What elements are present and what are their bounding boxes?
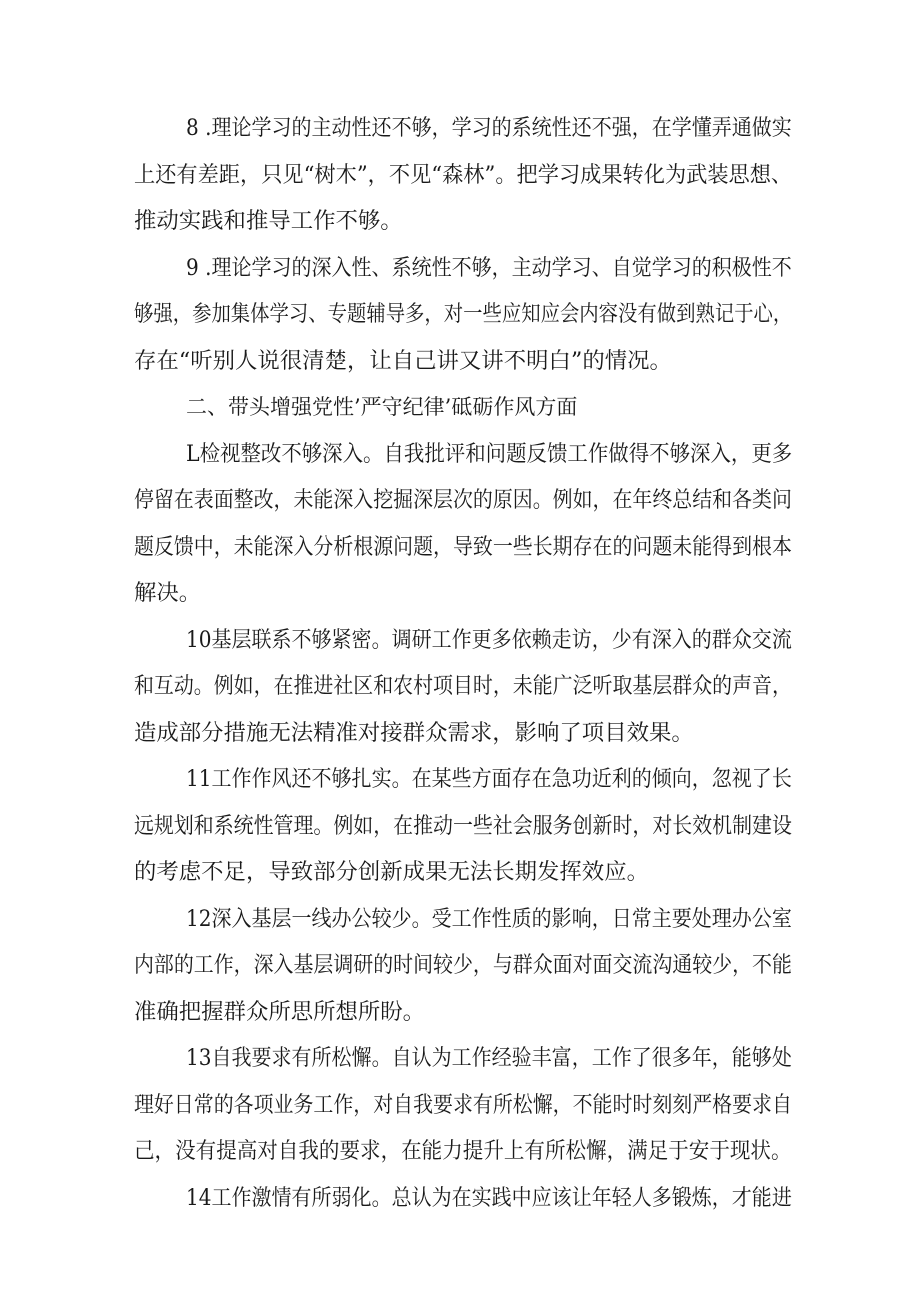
text-line: 解决。 bbox=[134, 580, 202, 606]
text-line: 内部的工作，深入基层调研的时间较少，与群众面对面交流沟通较少，不能 bbox=[134, 952, 792, 978]
text-line: 造成部分措施无法精准对接群众需求，影响了项目效果。 bbox=[134, 720, 694, 746]
text-line: 12深入基层一线办公较少。受工作性质的影响，日常主要处理办公室 bbox=[186, 906, 792, 932]
text-line: 远规划和系统性管理。例如，在推动一些社会服务创新时，对长效机制建设 bbox=[134, 813, 792, 839]
text-line: 己，没有提高对自我的要求，在能力提升上有所松懈，满足于安于现状。 bbox=[134, 1138, 792, 1164]
text-line: 推动实践和推导工作不够。 bbox=[134, 208, 403, 234]
section-heading-text: 二、带头增强党性’严守纪律’砥砺作风方面 bbox=[186, 395, 578, 419]
text-line: 和互动。例如，在推进社区和农村项目时，未能广泛听取基层群众的声音， bbox=[134, 673, 792, 699]
text-line: 停留在表面整改，未能深入挖掘深层次的原因。例如，在年终总结和各类问 bbox=[134, 487, 792, 513]
text-line: 10基层联系不够紧密。调研工作更多依赖走访，少有深入的群众交流 bbox=[186, 627, 792, 653]
text-line: 11工作作风还不够扎实。在某些方面存在急功近利的倾向，忽视了长 bbox=[186, 766, 792, 792]
text-line: 准确把握群众所思所想所盼。 bbox=[134, 999, 426, 1025]
text-line: 9 .理论学习的深入性、系统性不够，主动学习、自觉学习的积极性不 bbox=[186, 255, 792, 281]
text-line: 13自我要求有所松懈。自认为工作经验丰富，工作了很多年，能够处 bbox=[186, 1045, 792, 1071]
text-line: L检视整改不够深入。自我批评和问题反馈工作做得不够深入，更多 bbox=[186, 441, 793, 467]
text-line: 理好日常的各项业务工作，对自我要求有所松懈，不能时时刻刻严格要求自 bbox=[134, 1092, 792, 1118]
text-line: 8 .理论学习的主动性还不够，学习的系统性还不强，在学懂弄通做实 bbox=[186, 115, 792, 141]
text-line: 的考虑不足，导致部分创新成果无法长期发挥效应。 bbox=[134, 859, 649, 885]
text-line: 够强，参加集体学习、专题辅导多，对一些应知应会内容没有做到熟记于心， bbox=[134, 301, 793, 327]
text-line: 题反馈中，未能深入分析根源问题，导致一些长期存在的问题未能得到根本 bbox=[134, 534, 792, 560]
text-line: 存在“听别人说很清楚，让自己讲又讲不明白”的情况。 bbox=[134, 348, 672, 374]
text-line: 14工作激情有所弱化。总认为在实践中应该让年轻人多锻炼，才能进 bbox=[186, 1185, 792, 1211]
text-line: 上还有差距，只见“树木”，不见“森林”。把学习成果转化为武装思想、 bbox=[134, 162, 793, 188]
